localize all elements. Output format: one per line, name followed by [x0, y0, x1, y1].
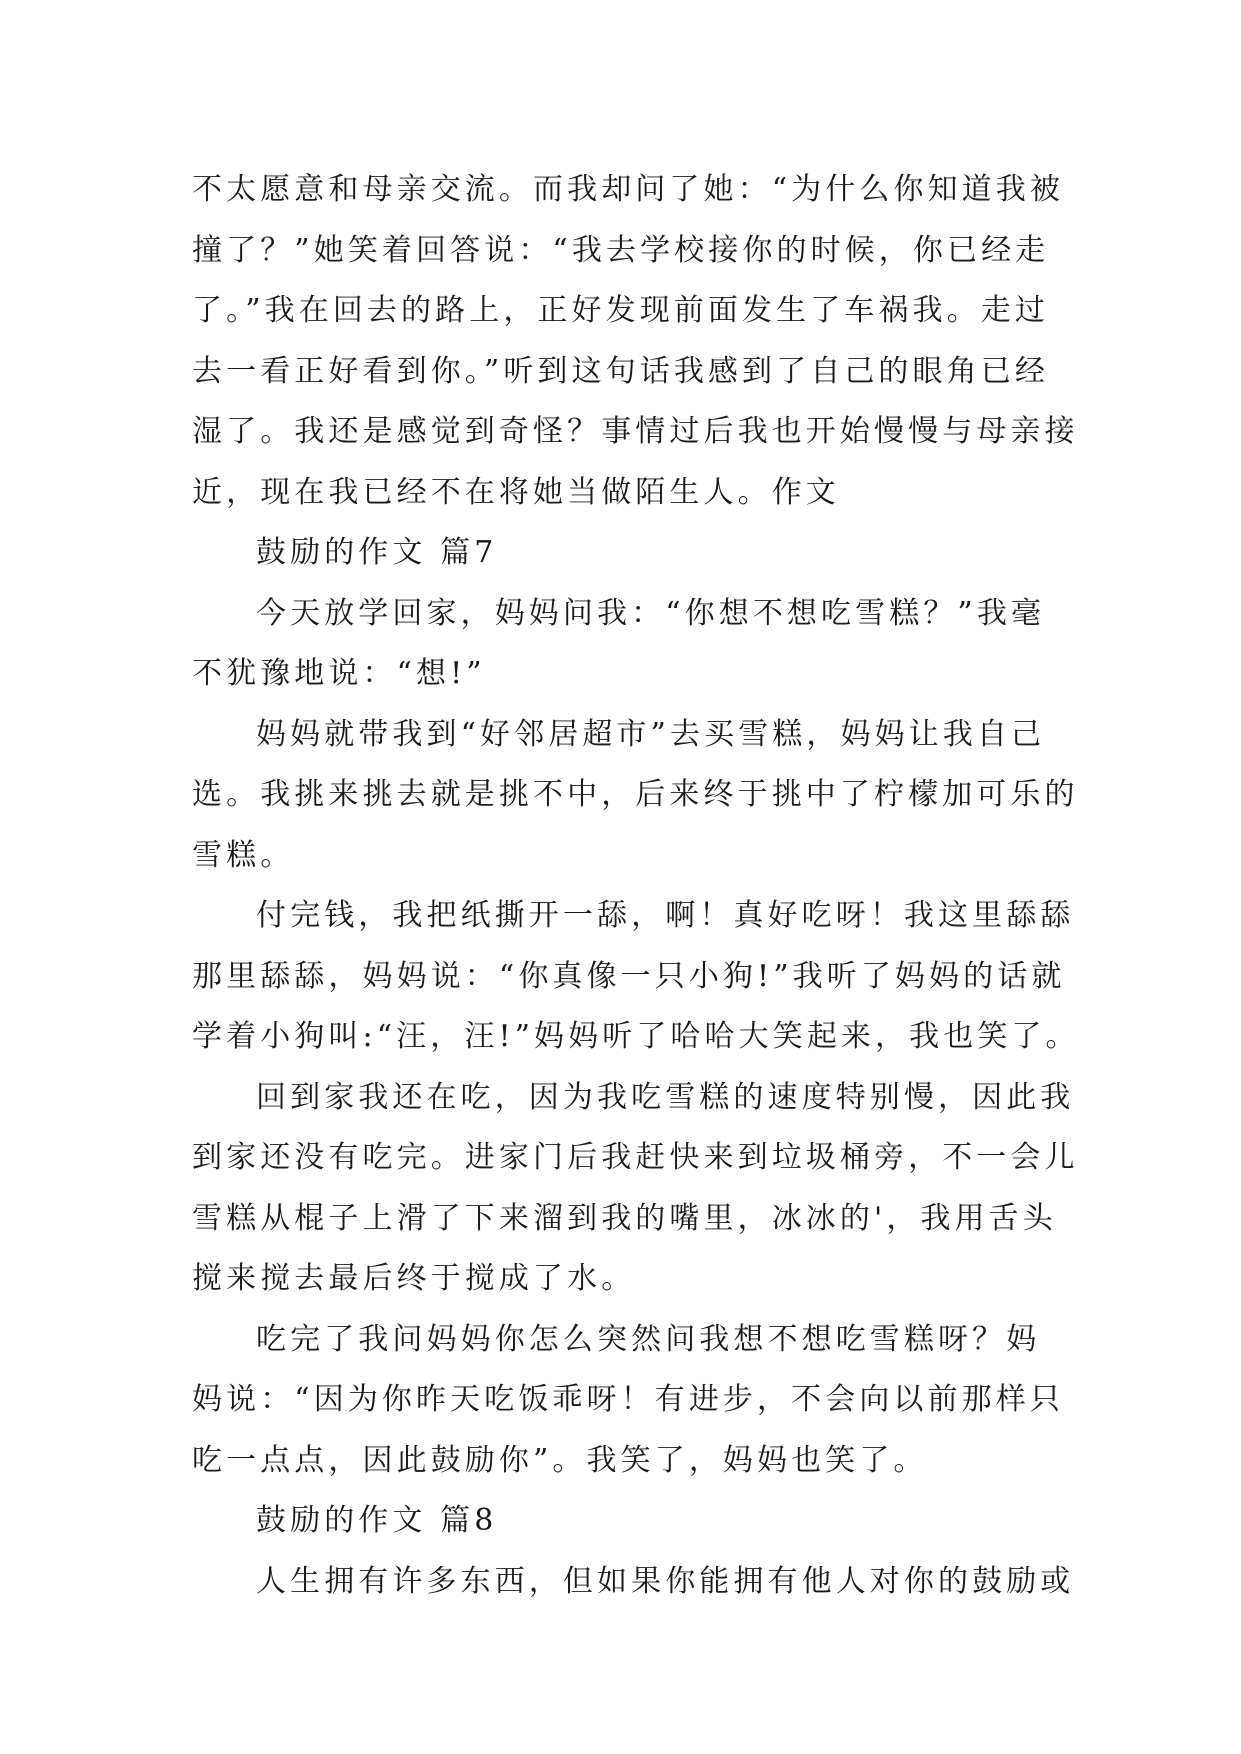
text-line: 近，现在我已经不在将她当做陌生人。作文 [192, 474, 840, 510]
text-line: 付完钱，我把纸撕开一舔，啊！真好吃呀！我这里舔舔 [256, 898, 1075, 933]
text-line: 吃一点点，因此鼓励你”。我笑了，妈妈也笑了。 [192, 1442, 928, 1478]
document-page [192, 160, 1080, 1612]
text-line: 雪糕。 [192, 837, 295, 873]
text-line: 回到家我还在吃，因为我吃雪糕的速度特别慢，因此我 [256, 1079, 1075, 1115]
text-line: 妈说：“因为你昨天吃饭乖呀！有进步，不会向以前那样只 [192, 1382, 1064, 1417]
text-line: 吃完了我问妈妈你怎么突然问我想不想吃雪糕呀？妈 [256, 1321, 1041, 1357]
text-line: 妈妈就带我到“好邻居超市”去买雪糕，妈妈让我自己 [256, 716, 1046, 752]
text-line: 学着小狗叫:“汪，汪!”妈妈听了哈哈大笑起来，我也笑了。 [192, 1019, 1080, 1054]
text-line: 湿了。我还是感觉到奇怪？事情过后我也开始慢慢与母亲接 [192, 414, 1079, 449]
text-line: 人生拥有许多东西，但如果你能拥有他人对你的鼓励或 [256, 1563, 1075, 1599]
text-line: 那里舔舔，妈妈说：“你真像一只小狗!”我听了妈妈的话就 [192, 958, 1066, 994]
text-line: 了。”我在回去的路上，正好发现前面发生了车祸我。走过 [192, 293, 1049, 328]
text-line: 去一看正好看到你。”听到这句话我感到了自己的眼角已经 [192, 353, 1049, 389]
text-line: 今天放学回家，妈妈问我：“你想不想吃雪糕？”我毫 [256, 595, 1046, 631]
text-line: 不犹豫地说：“想!” [192, 656, 486, 691]
section-heading: 鼓励的作文 篇7 [256, 535, 498, 570]
text-line: 不太愿意和母亲交流。而我却问了她：“为什么你知道我被 [192, 172, 1064, 207]
text-line: 选。我挑来挑去就是挑不中，后来终于挑中了柠檬加可乐的 [192, 777, 1079, 812]
text-line: 撞了？”她笑着回答说：“我去学校接你的时候，你已经走 [192, 232, 1050, 268]
text-line: 到家还没有吃完。进家门后我赶快来到垃圾桶旁，不一会儿 [192, 1140, 1079, 1175]
section-heading: 鼓励的作文 篇8 [256, 1503, 498, 1538]
text-line: 雪糕从棍子上滑了下来溜到我的嘴里，冰冰的'，我用舌头 [192, 1200, 1057, 1236]
text-line: 搅来搅去最后终于搅成了水。 [192, 1261, 636, 1296]
